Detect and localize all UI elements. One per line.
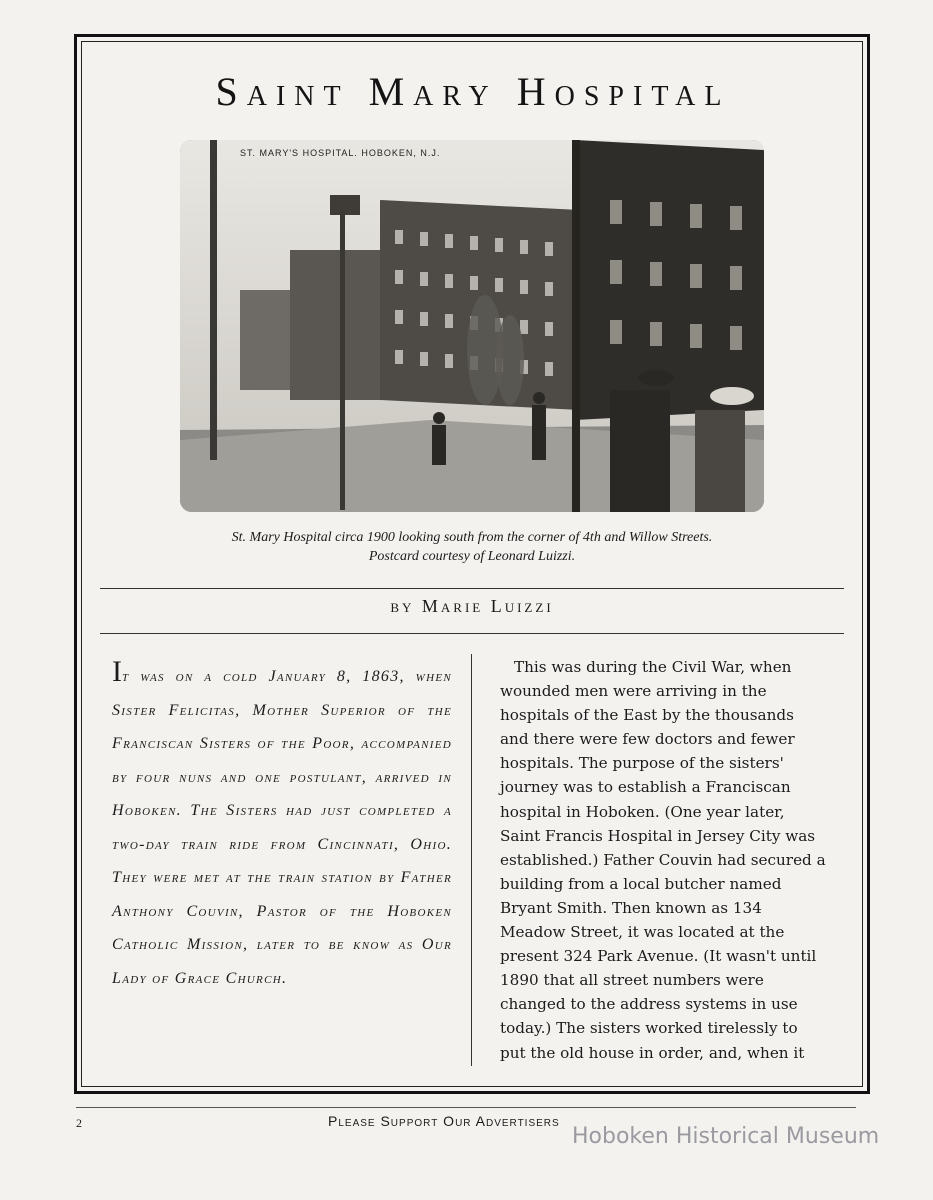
hospital-photo <box>180 140 764 512</box>
footer-text: Please Support Our Advertisers <box>328 1113 560 1129</box>
column-divider <box>471 654 472 1066</box>
caption-line-1: St. Mary Hospital circa 1900 looking south from the corner of 4th and Willow Streets. <box>231 530 713 545</box>
utility-pole <box>210 140 217 460</box>
byline: by Marie Luizzi <box>390 596 554 616</box>
footer-rule <box>76 1107 856 1108</box>
hospital-photo-illustration <box>180 140 764 512</box>
article-column-right <box>500 655 826 1065</box>
byline-rule-top <box>100 588 844 589</box>
caption-line-2: Postcard courtesy of Leonard Luizzi. <box>368 549 576 564</box>
drop-cap: I <box>112 655 122 688</box>
postcard-label: ST. MARY'S HOSPITAL. HOBOKEN, N.J. <box>240 148 441 158</box>
article-column-left <box>112 655 452 995</box>
article-title: Saint Mary Hospital <box>215 69 731 114</box>
right-column-text: This was during the Civil War, when wounded men were arriving in the hospitals of the East by the thousands and there were few doctors and fewer hospitals. The purpose of the sisters' journey was to establish a Franciscan hospital in Hoboken. (One year later, Saint Francis Hospital in Jersey City was established.) Father Couvin had secured a building from a local butcher named Bryant Smith. Then known as 134 Meadow Street, it was located at the present 324 Park Avenue. (It wasn't until 1890 that all street numbers were changed to the address systems in use today.) The sisters worked tirelessly to put the old house in order, and, when it <box>500 658 826 1062</box>
watermark: Hoboken Historical Museum <box>572 1124 880 1149</box>
byline-rule-bottom <box>100 633 844 634</box>
photo-caption <box>180 528 764 566</box>
left-column-text: t was on a cold January 8, 1863, when Sister Felicitas, Mother Superior of the Franciscan Sisters of the Poor, accompanied by four nuns and one postulant, arrived in Hoboken. The Sisters had just completed a two-day train ride from Cincinnati, Ohio. They were met at the train station by Father Anthony Couvin, Pastor of the Hoboken Catholic Mission, later to be know as Our Lady of Grace Church. <box>112 668 452 987</box>
page-number: 2 <box>76 1116 82 1130</box>
